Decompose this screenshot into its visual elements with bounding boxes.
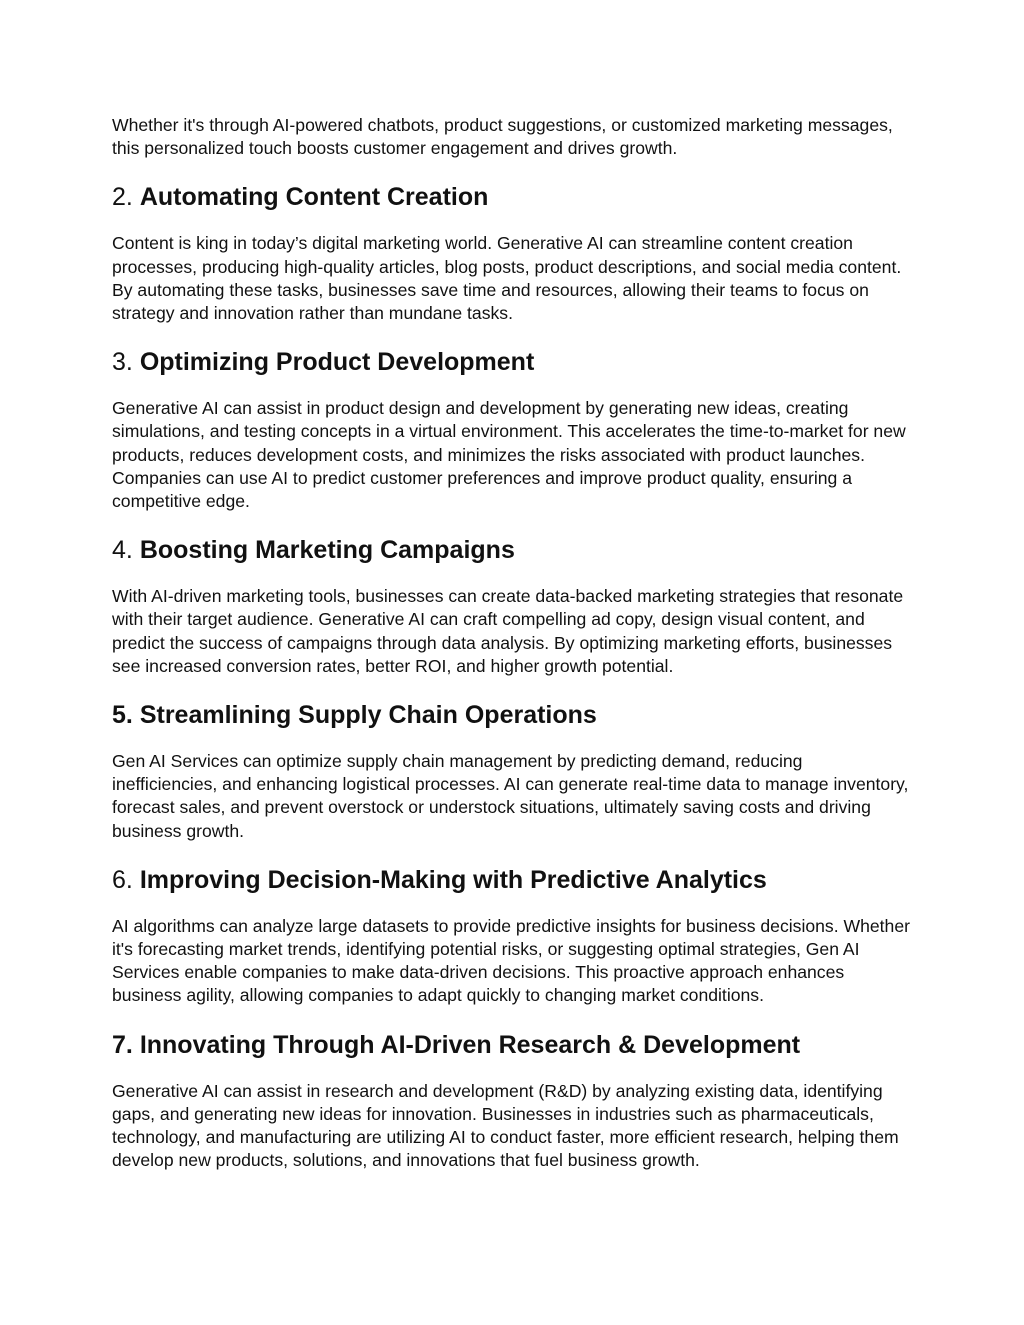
section-body: Gen AI Services can optimize supply chain management by predicting demand, reducing inefficiencies, and enhancing logistical processes. AI can generate real-time data to manage inventory, forecast sales, and prevent overstock or understock situations, ultimately saving costs and driving business growth. [112, 751, 909, 841]
section-body: With AI-driven marketing tools, businesses can create data-backed marketing strategies that resonate with their target audience. Generative AI can craft compelling ad copy, design visual content, and predict the success of campaigns through data analysis. By optimizing marketing efforts, businesses see increased conversion rates, better ROI, and higher growth potential. [112, 586, 904, 676]
section-streamlining-supply-chain [112, 700, 912, 843]
section-automating-content-creation [112, 182, 912, 325]
section-body: Content is king in today’s digital marketing world. Generative AI can streamline content creation processes, producing high-quality articles, blog posts, product descriptions, and social media content. By automating these tasks, businesses save time and resources, allowing their teams to focus on strategy and innovation rather than mundane tasks. [112, 233, 902, 324]
section-heading [112, 347, 912, 377]
section-title: Boosting Marketing Campaigns [139, 536, 515, 565]
section-body: Generative AI can assist in product design and development by generating new ideas, creating simulations, and testing concepts in a virtual environment. This accelerates the time-to-market for new products, reduces development costs, and minimizes the risks associated with product launches. Companies can use AI to predict customer preferences and improve product quality, ensuring a competitive edge. [112, 398, 906, 512]
section-body: Generative AI can assist in research and development (R&D) by analyzing existing data, identifying gaps, and generating new ideas for innovation. Businesses in industries such as pharmaceuticals, technology, and manufacturing are utilizing AI to conduct faster, more efficient research, helping them develop new products, solutions, and innovations that fuel business growth. [112, 1080, 899, 1171]
section-improving-decision-making [112, 865, 912, 1008]
section-title: Innovating Through AI-Driven Research & Development [139, 1030, 801, 1059]
section-title: Improving Decision-Making with Predictive Analytics [139, 865, 767, 894]
section-number: 2. [112, 183, 133, 212]
intro-paragraph: Whether it's through AI-powered chatbots, product suggestions, or customized marketing messages, this personalized touch boosts customer engagement and drives growth. [112, 115, 893, 159]
section-number: 7. [112, 1030, 133, 1059]
section-heading [112, 865, 912, 895]
section-title: Automating Content Creation [139, 183, 489, 212]
section-number: 5. [112, 701, 133, 730]
section-innovating-research-development [112, 1030, 912, 1173]
section-body: AI algorithms can analyze large datasets to provide predictive insights for business decisions. Whether it's forecasting market trends, identifying potential risks, or suggesting optimal strategies, Gen AI Services enable companies to make data-driven decisions. This proactive approach enhances business agility, allowing companies to adapt quickly to changing market conditions. [112, 915, 910, 1006]
section-title: Optimizing Product Development [139, 348, 535, 377]
section-title: Streamlining Supply Chain Operations [139, 701, 597, 730]
section-heading [112, 182, 912, 212]
section-number: 6. [112, 865, 133, 894]
section-optimizing-product-development [112, 347, 912, 513]
section-boosting-marketing-campaigns [112, 535, 912, 678]
section-heading [112, 535, 912, 565]
section-heading [112, 700, 912, 730]
section-number: 3. [112, 348, 133, 377]
section-heading [112, 1030, 912, 1060]
section-number: 4. [112, 536, 133, 565]
document-page [112, 114, 912, 1172]
